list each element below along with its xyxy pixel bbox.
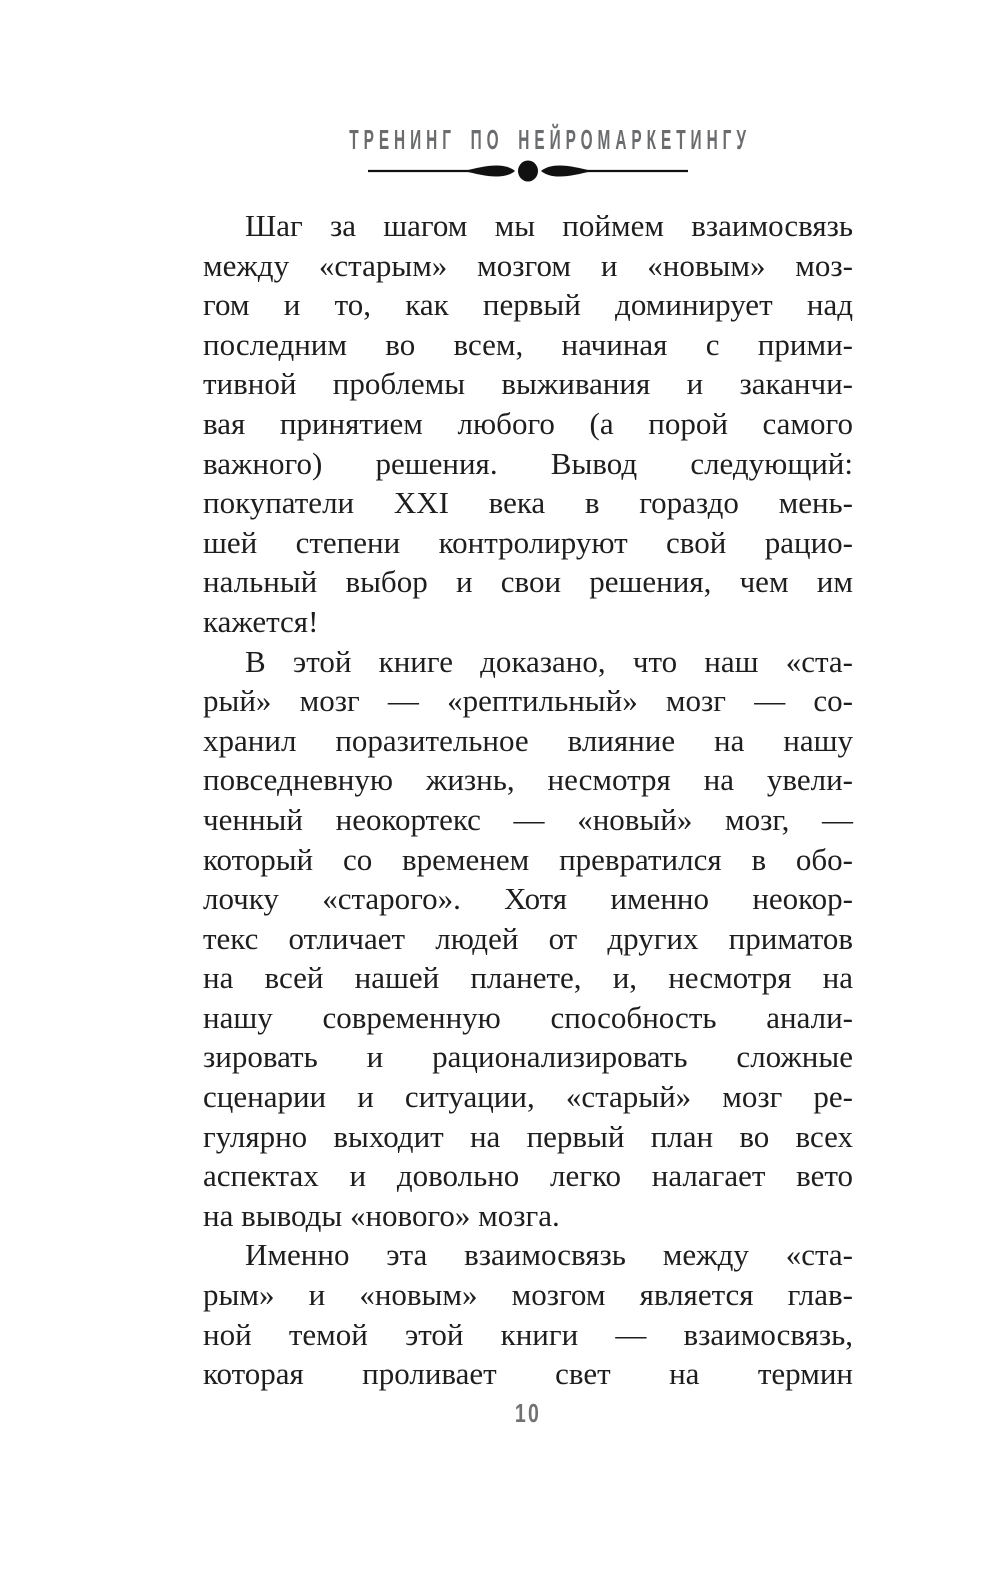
text-line: ной темой этой книги — взаимосвязь, [203, 1316, 853, 1352]
text-line: повседневную жизнь, несмотря на увели- [203, 762, 853, 798]
text-line: нашу современную способность анали- [203, 999, 853, 1035]
text-line: покупатели XXI века в гораздо мень- [203, 485, 853, 521]
text-line: тивной проблемы выживания и заканчи- [203, 366, 853, 402]
text-line: вая принятием любого (а порой самого [203, 405, 853, 441]
paragraph [203, 642, 853, 1236]
text-line: В этой книге доказано, что наш «ста- [245, 643, 853, 679]
paragraph [203, 206, 853, 642]
text-line: который со временем превратился в обо- [203, 841, 853, 877]
text-line: ченный неокортекс — «новый» мозг, — [203, 801, 853, 837]
text-line: Шаг за шагом мы поймем взаимосвязь [245, 208, 853, 243]
text-line: хранил поразительное влияние на нашу [203, 722, 853, 758]
text-line: которая проливает свет на термин [203, 1356, 853, 1392]
text-line: аспектах и довольно легко налагает вето [203, 1158, 853, 1194]
text-line: шей степени контролируют свой рацио- [203, 524, 853, 560]
page-number: 10 [514, 1398, 542, 1428]
text-line: гом и то, как первый доминирует над [203, 287, 853, 323]
running-header: ТРЕНИНГ ПО НЕЙРОМАРКЕТИНГУ [349, 124, 751, 155]
text-line: текс отличает людей от других приматов [203, 920, 853, 956]
text-line: на всей нашей планете, и, несмотря на [203, 960, 853, 996]
text-line: гулярно выходит на первый план во всех [203, 1118, 853, 1154]
text-line: зировать и рационализировать сложные [203, 1039, 853, 1075]
text-line: между «старым» мозгом и «новым» моз- [203, 247, 853, 283]
ornament-divider-icon [368, 158, 688, 184]
text-line: рым» и «новым» мозгом является глав- [203, 1277, 853, 1313]
text-line: Именно эта взаимосвязь между «ста- [245, 1237, 853, 1273]
text-line: сценарии и ситуации, «старый» мозг ре- [203, 1079, 853, 1115]
text-line: кажется! [203, 603, 319, 639]
text-line: важного) решения. Вывод следующий: [203, 445, 853, 481]
paragraph [203, 1235, 853, 1393]
text-line: на выводы «нового» мозга. [203, 1197, 560, 1233]
text-line: лочку «старого». Хотя именно неокор- [203, 881, 853, 917]
text-line: нальный выбор и свои решения, чем им [203, 564, 853, 600]
text-line: последним во всем, начиная с прими- [203, 326, 853, 362]
body-text [203, 206, 853, 1394]
text-line: рый» мозг — «рептильный» мозг — со- [203, 683, 853, 719]
